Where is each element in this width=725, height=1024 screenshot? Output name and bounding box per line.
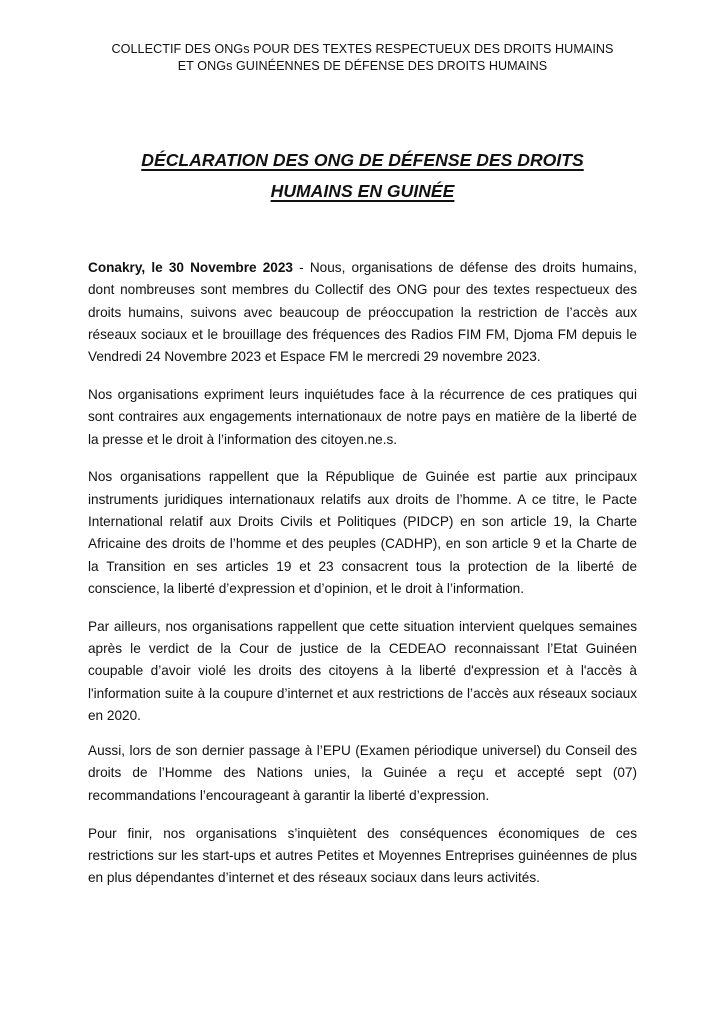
document-body: [88, 257, 637, 905]
organization-header: [0, 41, 725, 75]
paragraph-5: Aussi, lors de son dernier passage à l’EPU (Examen périodique universel) du Conseil des droits de l’Homme des Nations unies, la Guinée a reçu et accepté sept (07) recommandations l’encourageant à garantir la liberté d’expression.: [88, 743, 637, 803]
header-line-2: ET ONGs GUINÉENNES DE DÉFENSE DES DROITS HUMAINS: [177, 59, 548, 73]
paragraph-1: [88, 257, 637, 368]
title-line-1: DÉCLARATION DES ONG DE DÉFENSE DES DROITS: [141, 150, 584, 170]
document-title: [0, 145, 725, 207]
header-line-1: COLLECTIF DES ONGs POUR DES TEXTES RESPECTUEUX DES DROITS HUMAINS: [111, 42, 614, 56]
dateline: Conakry, le 30 Novembre 2023: [88, 260, 293, 275]
paragraph-1-text: - Nous, organisations de défense des droits humains, dont nombreuses sont membres du Collectif des ONG pour des textes respectueux des droits humains, suivons avec beaucoup de préoccupation la restriction de l’accès aux réseaux sociaux et le brouillage des fréquences des Radios FIM FM, Djoma FM depuis le Vendredi 24 Novembre 2023 et Espace FM le mercredi 29 novembre 2023.: [88, 260, 637, 365]
paragraph-3: Nos organisations rappellent que la République de Guinée est partie aux principaux instruments juridiques internationaux relatifs aux droits de l’homme. A ce titre, le Pacte International relatif aux Droits Civils et Politiques (PIDCP) en son article 19, la Charte Africaine des droits de l’homme et des peuples (CADHP), en son article 9 et la Charte de la Transition en ses articles 19 et 23 consacrent tous la protection de la liberté de conscience, la liberté d’expression et d’opinion, et le droit à l’information.: [88, 469, 637, 596]
paragraph-4: Par ailleurs, nos organisations rappellent que cette situation intervient quelques semaines après le verdict de la Cour de justice de la CEDEAO reconnaissant l’Etat Guinéen coupable d’avoir violé les droits des citoyens à la liberté d'expression et à l'accès à l'information suite à la coupure d’internet et aux restrictions de l’accès aux réseaux sociaux en 2020.: [88, 618, 637, 723]
paragraph-6: Pour finir, nos organisations s’inquiètent des conséquences économiques de ces restrictions sur les start-ups et autres Petites et Moyennes Entreprises guinéennes de plus en plus dépendantes d’internet et des réseaux sociaux dans leurs activités.: [88, 825, 637, 886]
paragraph-2: Nos organisations expriment leurs inquiétudes face à la récurrence de ces pratiques qui sont contraires aux engagements internationaux de notre pays en matière de la liberté de la presse et le droit à l’information des citoyen.ne.s.: [88, 386, 637, 447]
title-line-2: HUMAINS EN GUINÉE: [270, 181, 455, 201]
